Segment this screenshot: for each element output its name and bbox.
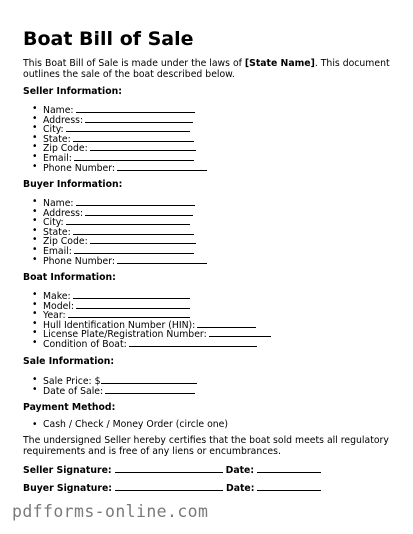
buyer-state-field[interactable]	[23, 226, 207, 236]
boat-hin-field[interactable]	[23, 319, 271, 329]
buyer-heading: Buyer Information:	[23, 179, 123, 190]
payment-option-text: Cash / Check / Money Order (circle one)	[43, 419, 228, 430]
seller-heading: Seller Information:	[23, 86, 122, 97]
intro-text-end: . This document outlines the sale of the boat described below.	[23, 58, 390, 80]
field-label: Name:	[43, 198, 74, 209]
seller-signature-label: Seller Signature:	[23, 465, 112, 476]
seller-signature-blank[interactable]	[115, 464, 223, 473]
boat-hin-blank[interactable]	[197, 319, 256, 328]
sale-date-field[interactable]	[23, 385, 197, 395]
document-title: Boat Bill of Sale	[23, 28, 194, 50]
field-label: Email:	[43, 152, 72, 164]
intro-text: This Boat Bill of Sale is made under the laws of	[23, 58, 245, 69]
boat-fields	[23, 290, 271, 348]
sale-date-blank[interactable]	[105, 385, 195, 394]
buyer-email-field[interactable]	[23, 245, 207, 255]
boat-condition-blank[interactable]	[129, 338, 257, 347]
payment-heading: Payment Method:	[23, 402, 116, 413]
field-label: Model:	[43, 300, 75, 312]
field-label: Address:	[43, 114, 84, 126]
buyer-city-field[interactable]	[23, 216, 207, 229]
buyer-signature-line	[23, 482, 324, 494]
buyer-zip-field[interactable]	[23, 235, 207, 248]
seller-state-field[interactable]	[23, 133, 207, 143]
seller-date-label: Date:	[225, 465, 255, 476]
seller-zip-field[interactable]	[23, 142, 207, 155]
buyer-date-label: Date:	[226, 483, 255, 494]
seller-signature-line	[23, 464, 324, 476]
seller-phone-field[interactable]	[23, 162, 207, 172]
boat-make-blank[interactable]	[73, 290, 190, 299]
buyer-signature-blank[interactable]	[115, 482, 223, 491]
sale-fields	[23, 375, 197, 397]
field-label: State:	[43, 133, 71, 145]
buyer-fields	[23, 197, 207, 267]
seller-name-blank[interactable]	[76, 104, 195, 113]
seller-phone-blank[interactable]	[117, 162, 207, 171]
boat-registration-blank[interactable]	[209, 328, 271, 337]
field-label: Phone Number:	[43, 162, 116, 174]
sale-heading: Sale Information:	[23, 356, 115, 367]
watermark-text: pdfforms-online.com	[12, 502, 209, 521]
sale-price-field[interactable]	[23, 375, 197, 385]
state-name-placeholder: [State Name]	[244, 58, 315, 69]
field-label: Address:	[43, 207, 84, 219]
field-label: Zip Code:	[43, 143, 88, 155]
boat-make-field[interactable]	[23, 290, 271, 300]
boat-condition-field[interactable]	[23, 338, 271, 348]
buyer-phone-blank[interactable]	[117, 255, 207, 264]
seller-city-blank[interactable]	[66, 123, 190, 132]
certification-text: The undersigned Seller hereby certifies that the boat sold meets all regulatory requirements and is free of any liens or encumbrances.	[23, 435, 389, 457]
seller-city-field[interactable]	[23, 123, 207, 136]
field-label: City:	[43, 217, 64, 229]
buyer-signature-label: Buyer Signature:	[23, 483, 112, 494]
boat-model-field[interactable]	[23, 300, 271, 310]
buyer-phone-field[interactable]	[23, 255, 207, 265]
intro-paragraph	[23, 59, 393, 80]
field-label: Email:	[43, 245, 72, 257]
field-label: Year:	[43, 310, 66, 322]
boat-year-blank[interactable]	[68, 309, 190, 318]
seller-email-blank[interactable]	[74, 152, 194, 161]
buyer-date-blank[interactable]	[257, 482, 321, 491]
field-label: Zip Code:	[43, 236, 88, 248]
field-label: Name:	[43, 105, 74, 116]
field-label: Make:	[43, 291, 71, 302]
payment-fields	[23, 420, 228, 430]
boat-year-field[interactable]	[23, 309, 271, 322]
buyer-city-blank[interactable]	[66, 216, 190, 225]
field-label: State:	[43, 226, 71, 238]
seller-address-field[interactable]	[23, 114, 207, 124]
sale-price-blank[interactable]	[101, 375, 197, 384]
buyer-email-blank[interactable]	[74, 245, 194, 254]
seller-date-blank[interactable]	[257, 464, 321, 473]
seller-address-blank[interactable]	[85, 114, 193, 123]
field-label: Condition of Boat:	[43, 338, 127, 350]
boat-registration-field[interactable]	[23, 328, 271, 341]
buyer-state-blank[interactable]	[73, 226, 194, 235]
field-label: Hull Identification Number (HIN):	[43, 319, 196, 331]
seller-zip-blank[interactable]	[90, 142, 196, 151]
payment-option[interactable]	[23, 420, 228, 430]
boat-model-blank[interactable]	[76, 300, 190, 309]
buyer-name-blank[interactable]	[76, 197, 195, 206]
field-label: Phone Number:	[43, 255, 116, 267]
buyer-name-field[interactable]	[23, 197, 207, 207]
boat-heading: Boat Information:	[23, 272, 116, 283]
buyer-address-blank[interactable]	[85, 207, 193, 216]
field-label: License Plate/Registration Number:	[43, 329, 207, 341]
buyer-address-field[interactable]	[23, 207, 207, 217]
seller-fields	[23, 104, 207, 174]
seller-email-field[interactable]	[23, 152, 207, 162]
field-label: Sale Price: $	[43, 376, 101, 387]
field-label: Date of Sale:	[43, 385, 104, 397]
seller-name-field[interactable]	[23, 104, 207, 114]
field-label: City:	[43, 124, 64, 136]
buyer-zip-blank[interactable]	[90, 235, 196, 244]
seller-state-blank[interactable]	[73, 133, 194, 142]
